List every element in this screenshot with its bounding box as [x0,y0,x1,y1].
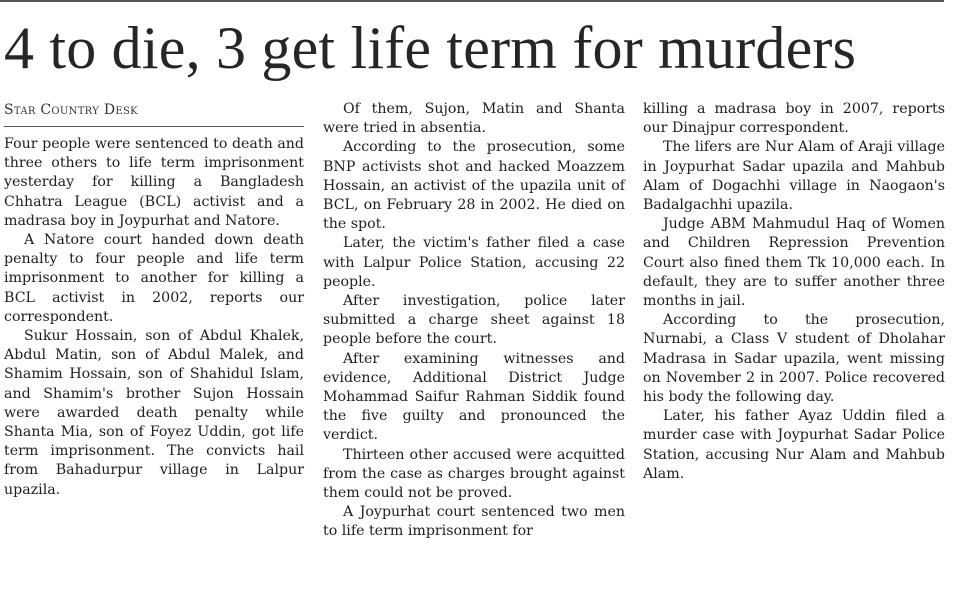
article-column-3 [643,100,945,484]
paragraph: Later, his father Ayaz Uddin filed a murder case with Joypurhat Sadar Police Station, accusing Nur Alam and Mahbub Alam. [643,408,945,482]
article-column-1 [4,100,304,500]
paragraph: Judge ABM Mahmudul Haq of Women and Children Repression Prevention Court also fined them Tk 10,000 each. In default, they are to suffer another three months in jail. [643,216,945,310]
paragraph: A Joypurhat court sentenced two men to life term imprisonment for [323,504,625,540]
paragraph: killing a madrasa boy in 2007, reports our Dinajpur correspondent. [643,101,945,137]
paragraph: After examining witnesses and evidence, Additional District Judge Mohammad Saifur Rahman Siddik found the five guilty and pronounced the verdict. [323,350,625,444]
paragraph: The lifers are Nur Alam of Araji village in Joypurhat Sadar upazila and Mahbub Alam of Dogachhi village in Naogaon's Badalgachhi upazila. [643,139,945,214]
paragraph: According to the prosecution, some BNP activists shot and hacked Moazzem Hossain, an activist of the upazila unit of BCL, on February 28 in 2002. He died on the spot. [323,139,625,233]
paragraph: According to the prosecution, Nurnabi, a Class V student of Dholahar Madrasa in Sadar upazila, went missing on November 2 in 2007. Police recovered his body the following day. [643,312,945,406]
article-column-2 [323,100,625,542]
top-rule [0,0,944,2]
paragraph: A Natore court handed down death penalty to four people and life term imprisonment to another for killing a BCL activist in 2002, reports our correspondent. [4,232,304,325]
headline: 4 to die, 3 get life term for murders [4,15,857,81]
paragraph: After investigation, police later submitted a charge sheet against 18 people before the court. [323,293,625,348]
paragraph: Thirteen other accused were acquitted from the case as charges brought against them could not be proved. [323,446,625,502]
byline: Star Country Desk [4,100,304,127]
paragraph: Four people were sentenced to death and three others to life term imprisonment yesterday for killing a Bangladesh Chhatra League (BCL) activist and a madrasa boy in Joypurhat and Natore. [4,136,304,229]
paragraph: Of them, Sujon, Matin and Shanta were tried in absentia. [323,101,625,137]
paragraph: Sukur Hossain, son of Abdul Khalek, Abdul Matin, son of Abdul Malek, and Shamim Hossain, son of Shahidul Islam, and Shamim's brother Sujon Hossain were awarded death penalty while Shanta Mia, son of Foyez Uddin, got life term imprisonment. The convicts hail from Bahadurpur village in Lalpur upazila. [4,328,304,498]
paragraph: Later, the victim's father filed a case with Lalpur Police Station, accusing 22 people. [323,235,625,290]
